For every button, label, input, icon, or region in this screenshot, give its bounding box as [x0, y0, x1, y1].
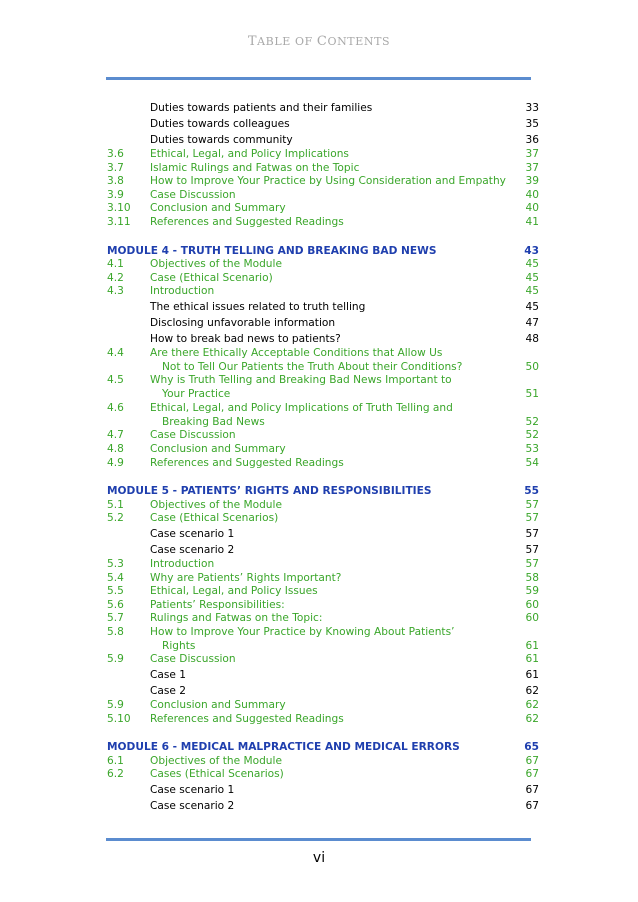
- toc-page-number: 55: [524, 485, 539, 498]
- toc-title: Case (Ethical Scenario): [150, 271, 273, 284]
- toc-entry[interactable]: [107, 285, 539, 299]
- toc-subentry[interactable]: [107, 798, 539, 814]
- toc-page-number: 51: [525, 388, 539, 401]
- header-cap-c: C: [316, 34, 328, 49]
- toc-section-number: 5.6: [107, 598, 124, 611]
- toc-entry[interactable]: [107, 374, 539, 402]
- footer-rule: [106, 838, 531, 841]
- toc-subentry[interactable]: [107, 132, 539, 148]
- toc-section-number: 4.1: [107, 258, 124, 271]
- toc-title: MODULE 4 - TRUTH TELLING AND BREAKING BAD NEWS: [107, 244, 437, 257]
- toc-title: Case (Ethical Scenarios): [150, 512, 279, 525]
- toc-title: Duties towards patients and their families: [150, 102, 373, 114]
- toc-title-line-2: Breaking Bad News: [162, 415, 265, 428]
- toc-section-number: 3.7: [107, 161, 124, 174]
- toc-page-number: 57: [525, 498, 539, 511]
- toc-section-number: 4.7: [107, 429, 124, 442]
- toc-section-number: 4.4: [107, 346, 124, 359]
- toc-page-number: 39: [525, 175, 539, 188]
- toc-entry[interactable]: [107, 626, 539, 654]
- toc-entry[interactable]: [107, 653, 539, 667]
- toc-entry[interactable]: [107, 202, 539, 216]
- toc-title: MODULE 6 - MEDICAL MALPRACTICE AND MEDICAL ERRORS: [107, 741, 460, 754]
- toc-section-number: 4.8: [107, 443, 124, 456]
- toc-entry[interactable]: [107, 162, 539, 176]
- toc-title: Introduction: [150, 558, 215, 570]
- toc-title: Case scenario 2: [150, 800, 235, 813]
- toc-entry[interactable]: [107, 457, 539, 471]
- toc-title: Objectives of the Module: [150, 498, 282, 511]
- toc-module-heading[interactable]: [107, 245, 539, 259]
- toc-section-number: 6.2: [107, 768, 124, 781]
- toc-entry[interactable]: [107, 612, 539, 626]
- toc-page-number: 53: [525, 443, 539, 456]
- toc-section-number: 5.1: [107, 498, 124, 511]
- toc-title: Disclosing unfavorable information: [150, 316, 336, 329]
- toc-title-line-2: Rights: [162, 639, 196, 652]
- toc-page-number: 61: [525, 639, 539, 652]
- toc-entry[interactable]: [107, 585, 539, 599]
- toc-title: References and Suggested Readings: [150, 456, 344, 469]
- toc-title-line-1: Are there Ethically Acceptable Conditions that Allow Us: [150, 346, 443, 359]
- toc-title: MODULE 5 - PATIENTS’ RIGHTS AND RESPONSIBILITIES: [107, 485, 432, 498]
- toc-title: Case scenario 1: [150, 784, 235, 797]
- toc-title: References and Suggested Readings: [150, 712, 344, 725]
- toc-title: Ethical, Legal, and Policy Issues: [150, 585, 318, 598]
- toc-page-number: 57: [525, 528, 539, 540]
- toc-title: References and Suggested Readings: [150, 215, 344, 228]
- toc-title: Case 1: [150, 669, 187, 682]
- toc-section-number: 5.7: [107, 612, 124, 625]
- toc-entry[interactable]: [107, 429, 539, 443]
- toc-subentry[interactable]: [107, 782, 539, 798]
- toc-title: Duties towards community: [150, 134, 293, 146]
- toc-page-number: 45: [525, 271, 539, 284]
- toc-section-number: 4.9: [107, 456, 124, 469]
- header-rule: [106, 77, 531, 80]
- toc-title: [150, 347, 462, 374]
- toc-section-number: 5.4: [107, 571, 124, 584]
- toc-subentry[interactable]: [107, 683, 539, 699]
- toc-title: Case 2: [150, 685, 187, 698]
- toc-section-number: 6.1: [107, 754, 124, 767]
- toc-title-line-1: Ethical, Legal, and Policy Implications of Truth Telling and: [150, 401, 453, 414]
- toc-entry[interactable]: [107, 512, 539, 526]
- toc-subentry[interactable]: [107, 116, 539, 132]
- toc-entry[interactable]: [107, 216, 539, 230]
- toc-page-number: 41: [525, 215, 539, 228]
- toc-title: Cases (Ethical Scenarios): [150, 768, 284, 781]
- toc-page-number: 52: [525, 429, 539, 442]
- toc-title: Objectives of the Module: [150, 754, 282, 767]
- toc-title: [150, 374, 452, 401]
- toc-title: Conclusion and Summary: [150, 699, 286, 712]
- toc-entry[interactable]: [107, 768, 539, 782]
- toc-page-number: 54: [525, 456, 539, 469]
- toc-page-number: 65: [524, 741, 539, 754]
- toc-subentry[interactable]: [107, 299, 539, 315]
- toc-section-number: 4.3: [107, 285, 124, 298]
- toc-page-number: 36: [525, 134, 539, 146]
- toc-entry[interactable]: [107, 713, 539, 727]
- toc-section-number: 4.5: [107, 374, 124, 387]
- toc-section-number: 3.6: [107, 148, 124, 160]
- toc-page-number: 57: [525, 544, 539, 556]
- toc-title: Conclusion and Summary: [150, 443, 286, 456]
- toc-title: Case scenario 1: [150, 528, 235, 540]
- toc-title: Islamic Rulings and Fatwas on the Topic: [150, 161, 360, 174]
- toc-title: Rulings and Fatwas on the Topic:: [150, 612, 323, 625]
- running-header: [0, 34, 638, 49]
- toc-page-number: 61: [525, 669, 539, 682]
- toc-title: How to Improve Your Practice by Using Consideration and Empathy: [150, 175, 506, 188]
- toc-page-number: 37: [525, 161, 539, 174]
- toc-entry[interactable]: [107, 148, 539, 162]
- toc-section-number: 5.10: [107, 712, 131, 725]
- toc-title: [150, 402, 453, 429]
- toc-page-number: 35: [525, 118, 539, 130]
- toc-subentry[interactable]: [107, 331, 539, 347]
- toc-section-number: 3.10: [107, 202, 131, 215]
- toc-page-number: 48: [525, 332, 539, 345]
- toc-page-number: 60: [525, 612, 539, 625]
- toc-title-line-2: Your Practice: [162, 388, 231, 401]
- toc-entry[interactable]: [107, 258, 539, 272]
- toc-page-number: 43: [524, 244, 539, 257]
- toc-section-number: 5.5: [107, 585, 124, 598]
- toc-section-number: 4.6: [107, 401, 124, 414]
- toc-page-number: 62: [525, 712, 539, 725]
- toc-page-number: 45: [525, 285, 539, 298]
- toc-entry[interactable]: [107, 443, 539, 457]
- toc-title-line-1: How to Improve Your Practice by Knowing About Patients’: [150, 625, 455, 638]
- toc-title: Case Discussion: [150, 653, 236, 666]
- toc-page-number: 67: [525, 784, 539, 797]
- toc-title: Why are Patients’ Rights Important?: [150, 571, 342, 584]
- toc-entry[interactable]: [107, 189, 539, 203]
- toc-entry[interactable]: [107, 572, 539, 586]
- toc-section-number: 4.2: [107, 271, 124, 284]
- toc-page-number: 40: [525, 188, 539, 201]
- toc-page-number: 58: [525, 571, 539, 584]
- toc-page-number: 67: [525, 800, 539, 813]
- toc-subentry[interactable]: [107, 667, 539, 683]
- toc-page-number: 67: [525, 768, 539, 781]
- toc-entry[interactable]: [107, 175, 539, 189]
- toc-page-number: 45: [525, 300, 539, 313]
- toc-title: Objectives of the Module: [150, 258, 282, 271]
- toc-page-number: 33: [525, 102, 539, 114]
- toc-entry[interactable]: [107, 558, 539, 572]
- toc-entry[interactable]: [107, 402, 539, 430]
- toc-title: Conclusion and Summary: [150, 202, 286, 215]
- toc-page-number: 57: [525, 558, 539, 570]
- toc-entry[interactable]: [107, 347, 539, 375]
- toc-module-heading[interactable]: [107, 485, 539, 499]
- toc-page-number: 45: [525, 258, 539, 271]
- toc-page-number: 61: [525, 653, 539, 666]
- toc-title: Case Discussion: [150, 429, 236, 442]
- toc-title-line-1: Why is Truth Telling and Breaking Bad News Important to: [150, 374, 452, 387]
- toc-page-number: 62: [525, 685, 539, 698]
- toc-section-number: 5.8: [107, 625, 124, 638]
- toc-entry[interactable]: [107, 599, 539, 613]
- header-cap-t: T: [247, 34, 258, 49]
- toc-entry[interactable]: [107, 755, 539, 769]
- toc-entry[interactable]: [107, 499, 539, 513]
- toc-page-number: 52: [525, 415, 539, 428]
- header-word-able-of: ABLE OF: [257, 35, 313, 48]
- toc-section-number: 3.8: [107, 175, 124, 188]
- page-number: vi: [312, 850, 326, 866]
- toc-page-number: 62: [525, 699, 539, 712]
- toc-subentry[interactable]: [107, 526, 539, 542]
- toc-section-number: 3.9: [107, 188, 124, 201]
- toc-title: Introduction: [150, 285, 215, 298]
- toc-section-number: 3.11: [107, 215, 131, 228]
- toc-title: [150, 626, 454, 653]
- table-of-contents: [107, 100, 539, 814]
- header-word-ontents: ONTENTS: [327, 35, 391, 48]
- toc-page-number: 57: [525, 512, 539, 525]
- toc-page-number: 50: [525, 360, 539, 373]
- toc-subentry[interactable]: [107, 100, 539, 116]
- toc-title: Duties towards colleagues: [150, 118, 290, 130]
- toc-title: Patients’ Responsibilities:: [150, 598, 285, 611]
- toc-page-number: 47: [525, 316, 539, 329]
- toc-page-number: 40: [525, 202, 539, 215]
- toc-subentry[interactable]: [107, 542, 539, 558]
- toc-page-number: 60: [525, 598, 539, 611]
- toc-section-number: 5.2: [107, 512, 124, 525]
- toc-title: Case scenario 2: [150, 544, 235, 556]
- toc-entry[interactable]: [107, 699, 539, 713]
- toc-entry[interactable]: [107, 272, 539, 286]
- toc-title: How to break bad news to patients?: [150, 332, 341, 345]
- toc-title: The ethical issues related to truth telling: [150, 300, 366, 313]
- toc-title: Ethical, Legal, and Policy Implications: [150, 148, 349, 160]
- toc-page-number: 37: [525, 148, 539, 160]
- toc-section-number: 5.3: [107, 558, 124, 570]
- toc-title: Case Discussion: [150, 188, 236, 201]
- toc-section-number: 5.9: [107, 699, 124, 712]
- toc-section-number: 5.9: [107, 653, 124, 666]
- toc-page-number: 59: [525, 585, 539, 598]
- toc-subentry[interactable]: [107, 315, 539, 331]
- toc-module-heading[interactable]: [107, 741, 539, 755]
- toc-page-number: 67: [525, 754, 539, 767]
- toc-title-line-2: Not to Tell Our Patients the Truth About their Conditions?: [162, 360, 463, 373]
